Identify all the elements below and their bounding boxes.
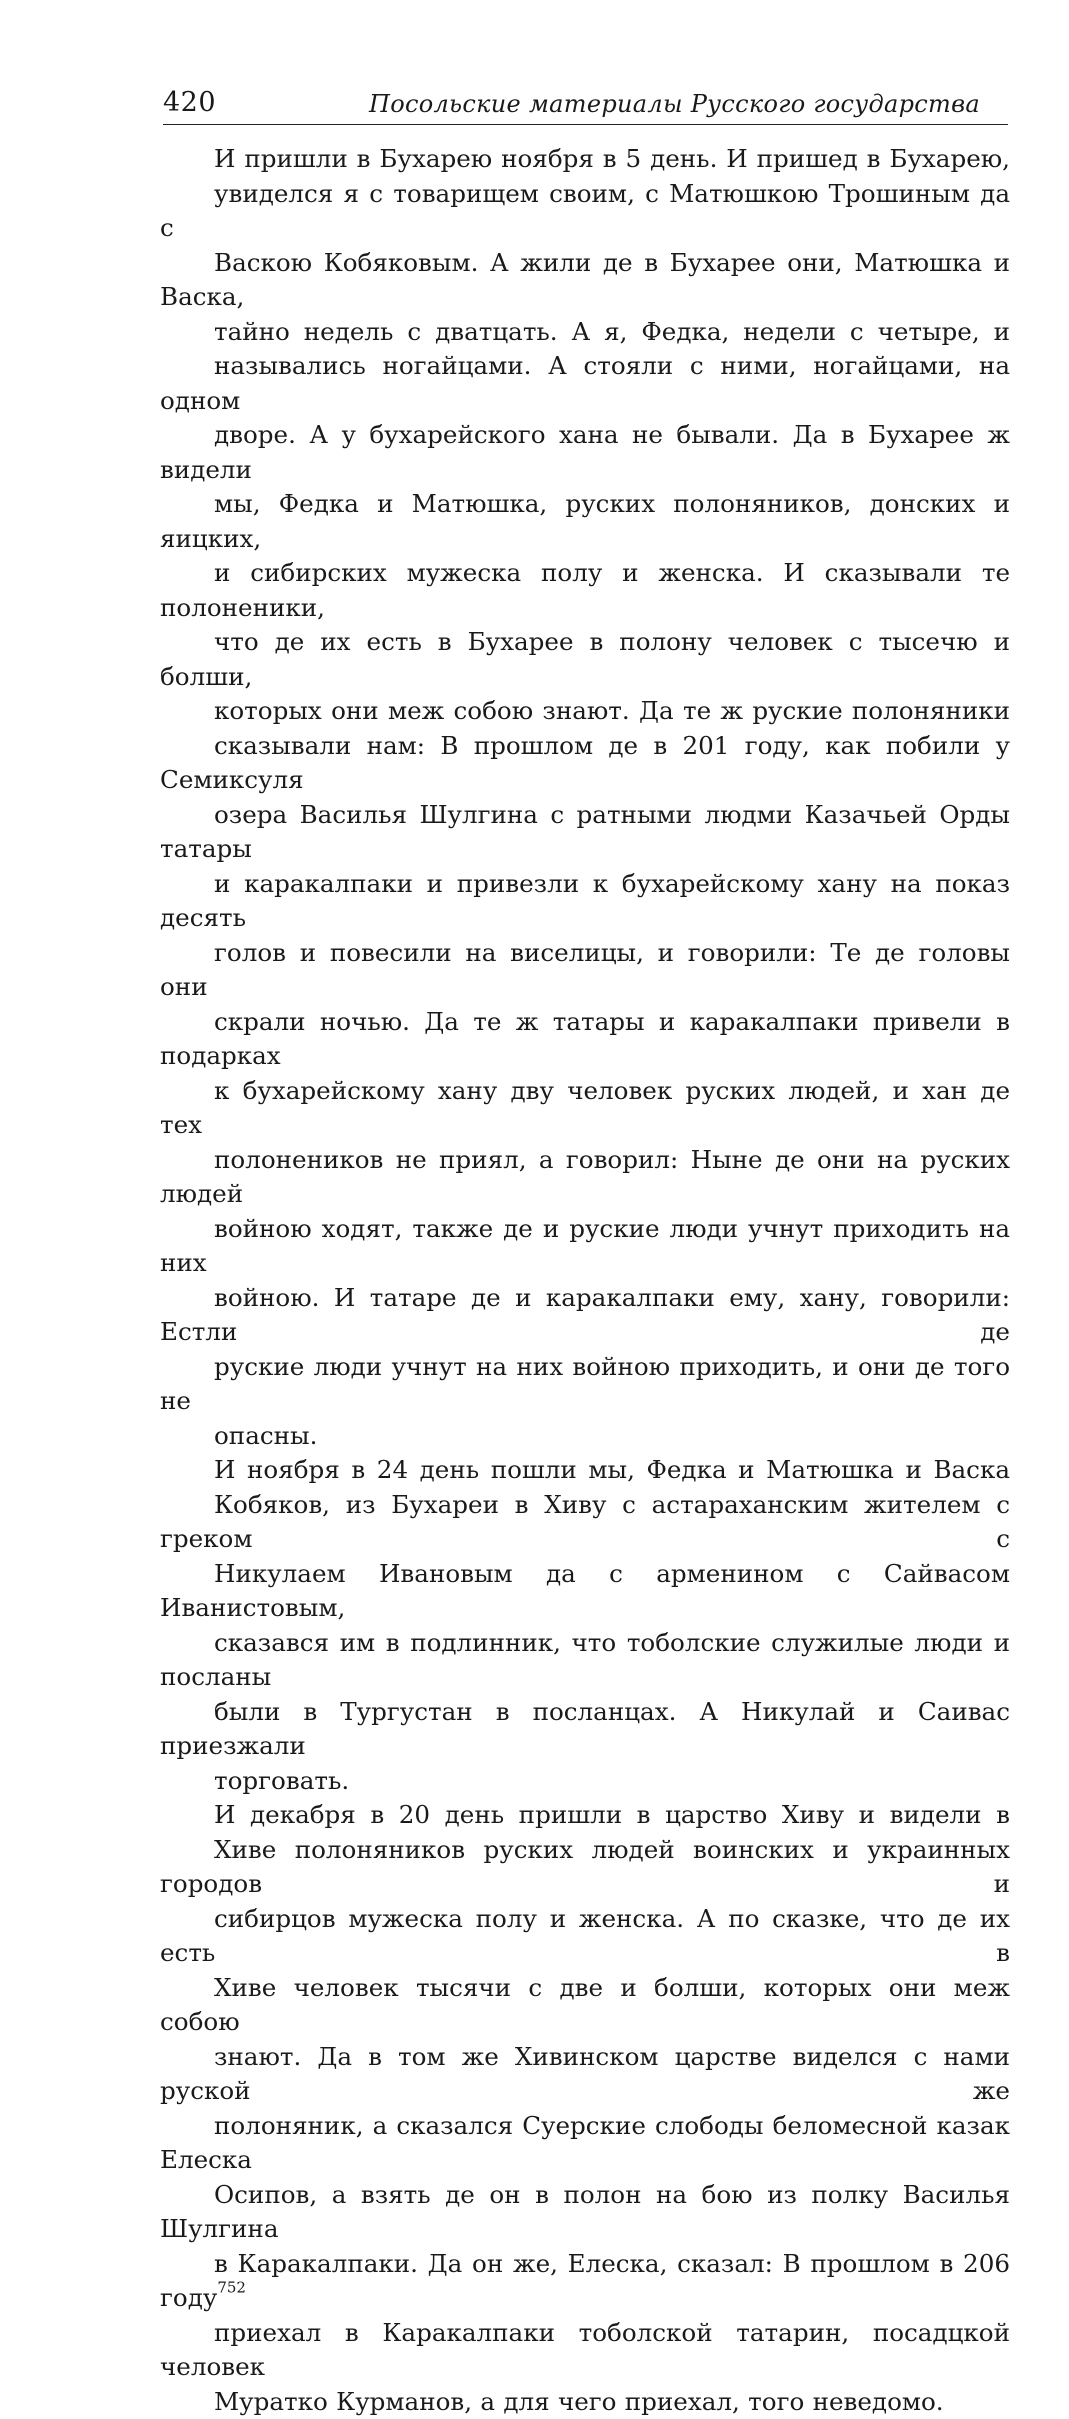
paragraph [160,1453,1010,1798]
text-line: сказывали нам: В прошлом де в 201 году, как побили у Семиксуля [160,729,1010,798]
text-line: полоняник, а сказался Суерские слободы беломесной казак Елеска [160,2109,1010,2178]
text-line: И ноября в 24 день пошли мы, Федка и Матюшка и Васка [160,1453,1010,1488]
text-line: были в Тургустан в посланцах. А Никулай и Саивас приезжали [160,1695,1010,1764]
paragraph [160,1798,1010,2419]
text-line: голов и повесили на виселицы, и говорили: Те де головы они [160,936,1010,1005]
text-line: Хиве человек тысячи с две и болши, которых они меж собою [160,1971,1010,2040]
text-line: И декабря в 20 день пришли в царство Хиву и видели в [160,1798,1010,1833]
running-title: Посольские материалы Русского государства [369,87,980,121]
text-line: сибирцов мужеска полу и женска. А по сказке, что де их есть в [160,1902,1010,1971]
footnote-marker: 752 [217,2279,246,2297]
body-text [160,142,1010,2419]
text-line: руские люди учнут на них войною приходить, и они де того не [160,1350,1010,1419]
text-line: озера Василья Шулгина с ратными людми Казачьей Орды татары [160,798,1010,867]
text-line: Васкою Кобяковым. А жили де в Бухарее они, Матюшка и Васка, [160,246,1010,315]
text-line: Хиве полоняников руских людей воинских и украинных городов и [160,1833,1010,1902]
text-line: приехал в Каракалпаки тоболской татарин, посадцкой человек [160,2316,1010,2385]
header-rule [163,124,1008,125]
page-header [163,86,1008,122]
text-line: войною ходят, также де и руские люди учнут приходить на них [160,1212,1010,1281]
text-line: и каракалпаки и привезли к бухарейскому хану на показ десять [160,867,1010,936]
text-line: сказався им в подлинник, что тоболские служилые люди и посланы [160,1626,1010,1695]
text-line: дворе. А у бухарейского хана не бывали. Да в Бухарее ж видели [160,418,1010,487]
text-line: в Каракалпаки. Да он же, Елеска, сказал: В прошлом в 206 году$^{752}$ [160,2247,1010,2316]
text-line: И пришли в Бухарею ноября в 5 день. И пришед в Бухарею, [160,142,1010,177]
text-line: Осипов, а взять де он в полон на бою из полку Василья Шулгина [160,2178,1010,2247]
text-line: Никулаем Ивановым да с арменином с Сайвасом Иванистовым, [160,1557,1010,1626]
text-line: опасны. [160,1419,1010,1454]
text-line: что де их есть в Бухарее в полону человек с тысечю и болши, [160,625,1010,694]
page-number: 420 [163,86,216,120]
paragraph [160,142,1010,1453]
text-line: Муратко Курманов, а для чего приехал, того неведомо. [160,2385,1010,2419]
text-line: назывались ногайцами. А стояли с ними, ногайцами, на одном [160,349,1010,418]
text-line: полонеников не приял, а говорил: Ныне де они на руских людей [160,1143,1010,1212]
text-line: тайно недель с дватцать. А я, Федка, недели с четыре, и [160,315,1010,350]
text-line: войною. И татаре де и каракалпаки ему, хану, говорили: Естли де [160,1281,1010,1350]
text-line: к бухарейскому хану дву человек руских людей, и хан де тех [160,1074,1010,1143]
text-line: и сибирских мужеска полу и женска. И сказывали те полоненики, [160,556,1010,625]
text-line: увиделся я с товарищем своим, с Матюшкою Трошиным да с [160,177,1010,246]
text-line: Кобяков, из Бухареи в Хиву с астараханским жителем с греком с [160,1488,1010,1557]
text-line: торговать. [160,1764,1010,1799]
text-line: которых они меж собою знают. Да те ж руские полоняники [160,694,1010,729]
text-line: мы, Федка и Матюшка, руских полоняников, донских и яицких, [160,487,1010,556]
text-line: скрали ночью. Да те ж татары и каракалпаки привели в подарках [160,1005,1010,1074]
text-line: знают. Да в том же Хивинском царстве виделся с нами руской же [160,2040,1010,2109]
